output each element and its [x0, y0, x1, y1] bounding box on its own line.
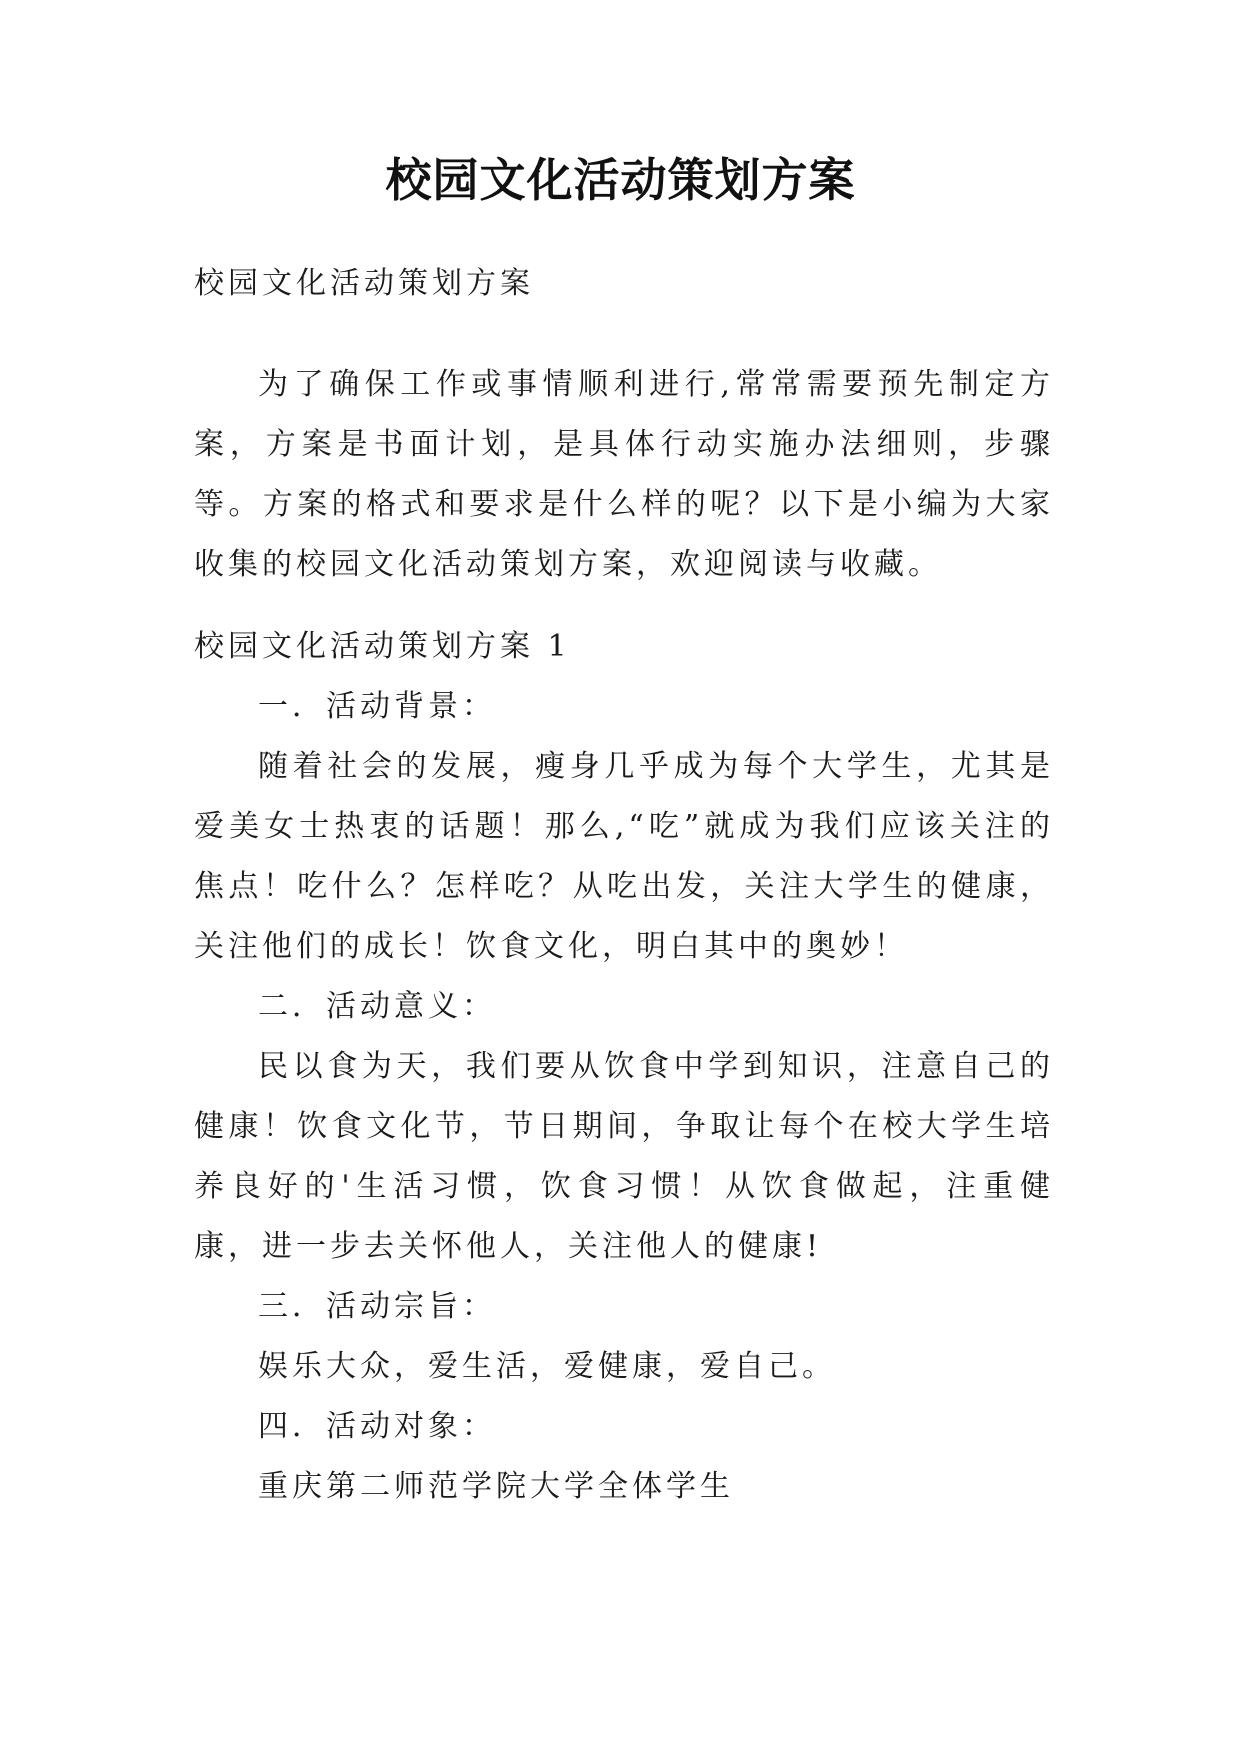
section-body — [194, 617, 1054, 1517]
paragraph-purpose: 娱乐大众，爱生活，爱健康，爱自己。 — [258, 1349, 836, 1384]
paragraph-audience: 重庆第二师范学院大学全体学生 — [258, 1469, 734, 1504]
heading-significance: 二．活动意义： — [258, 989, 496, 1024]
heading-audience: 四．活动对象： — [258, 1409, 496, 1444]
subtitle-text: 校园文化活动策划方案 — [194, 266, 534, 301]
paragraph-background: 随着社会的发展，瘦身几乎成为每个大学生，尤其是爱美女士热衷的话题！那么,“吃”就成为我们应该关注的焦点！吃什么？怎样吃？从吃出发，关注大学生的健康，关注他们的成长！饮食文化，明白其中的奥妙！ — [194, 749, 1054, 964]
document-title: 校园文化活动策划方案 — [385, 153, 856, 207]
intro-text: 为了确保工作或事情顺利进行,常常需要预先制定方案，方案是书面计划，是具体行动实施办法细则，步骤等。方案的格式和要求是什么样的呢？以下是小编为大家收集的校园文化活动策划方案，欢迎阅读与收藏。 — [194, 367, 1054, 582]
document-subtitle — [194, 254, 1054, 314]
paragraph-significance: 民以食为天，我们要从饮食中学到知识，注意自己的健康！饮食文化节，节日期间，争取让每个在校大学生培养良好的'生活习惯，饮食习惯！从饮食做起，注重健康，进一步去关怀他人，关注他人的健康! — [194, 1049, 1054, 1264]
heading-purpose: 三．活动宗旨： — [258, 1289, 496, 1324]
intro-paragraph — [194, 355, 1054, 595]
section-title: 校园文化活动策划方案 1 — [194, 629, 571, 664]
heading-background: 一．活动背景： — [258, 689, 496, 724]
